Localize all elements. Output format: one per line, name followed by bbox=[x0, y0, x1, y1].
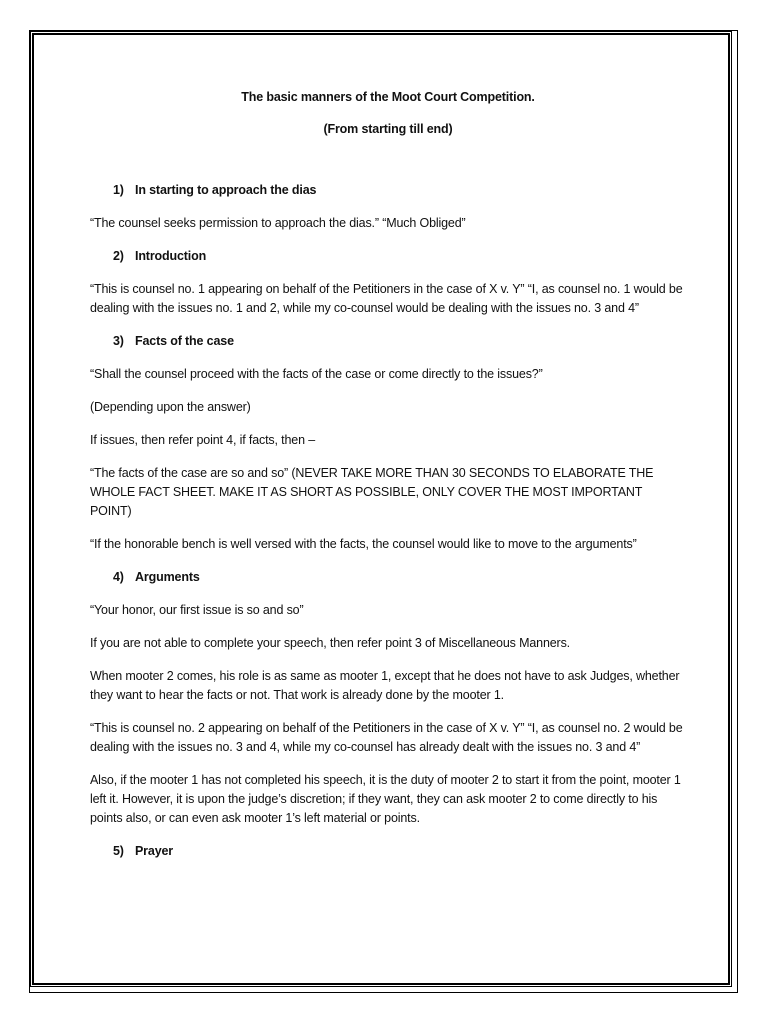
section-number: 5) bbox=[113, 844, 124, 858]
paragraph: “The facts of the case are so and so” (NEVER TAKE MORE THAN 30 SECONDS TO ELABORATE THE WHOLE FACT SHEET. MAKE IT AS SHORT AS POSSIBLE, ONLY COVER THE MOST IMPORTANT POINT) bbox=[90, 466, 654, 518]
paragraph: (Depending upon the answer) bbox=[90, 400, 251, 414]
section-heading bbox=[90, 181, 686, 200]
section-number: 2) bbox=[113, 249, 124, 263]
paragraph: “If the honorable bench is well versed with the facts, the counsel would like to move to the arguments” bbox=[90, 537, 637, 551]
section-number: 1) bbox=[113, 183, 124, 197]
section-title: Introduction bbox=[135, 249, 207, 263]
paragraph: “The counsel seeks permission to approach the dias.” “Much Obliged” bbox=[90, 216, 466, 230]
section-heading bbox=[90, 247, 686, 266]
section-title: Arguments bbox=[135, 570, 200, 584]
section-title: Facts of the case bbox=[135, 334, 234, 348]
document-body bbox=[90, 88, 686, 861]
paragraph: “This is counsel no. 1 appearing on behalf of the Petitioners in the case of X v. Y” “I, as counsel no. 1 would be dealing with the issues no. 1 and 2, while my co-counsel would be dealing with the issues no. 3 and 4” bbox=[90, 282, 683, 315]
paragraph: If issues, then refer point 4, if facts, then – bbox=[90, 433, 316, 447]
section-number: 4) bbox=[113, 570, 124, 584]
section-number: 3) bbox=[113, 334, 124, 348]
paragraph: When mooter 2 comes, his role is as same as mooter 1, except that he does not have to ask Judges, whether they want to hear the facts or not. That work is already done by the mooter 1. bbox=[90, 669, 680, 702]
section-heading bbox=[90, 332, 686, 351]
section-heading bbox=[90, 842, 686, 861]
document-subtitle: (From starting till end) bbox=[323, 122, 453, 136]
document-title: The basic manners of the Moot Court Competition. bbox=[241, 90, 535, 104]
section-title: In starting to approach the dias bbox=[135, 183, 317, 197]
paragraph: “This is counsel no. 2 appearing on behalf of the Petitioners in the case of X v. Y” “I, as counsel no. 2 would be dealing with the issues no. 3 and 4, while my co-counsel has already dealt with the issues no. 3 and 4” bbox=[90, 721, 683, 754]
paragraph: If you are not able to complete your speech, then refer point 3 of Miscellaneous Manners. bbox=[90, 636, 570, 650]
paragraph: Also, if the mooter 1 has not completed his speech, it is the duty of mooter 2 to start it from the point, mooter 1 left it. However, it is upon the judge’s discretion; if they want, they can ask mooter 2 to come directly to his points also, or can even ask mooter 1’s left material or points. bbox=[90, 773, 681, 825]
paragraph: “Shall the counsel proceed with the facts of the case or come directly to the issues?” bbox=[90, 367, 543, 381]
section-heading bbox=[90, 568, 686, 587]
paragraph: “Your honor, our first issue is so and so” bbox=[90, 603, 304, 617]
section-title: Prayer bbox=[135, 844, 174, 858]
